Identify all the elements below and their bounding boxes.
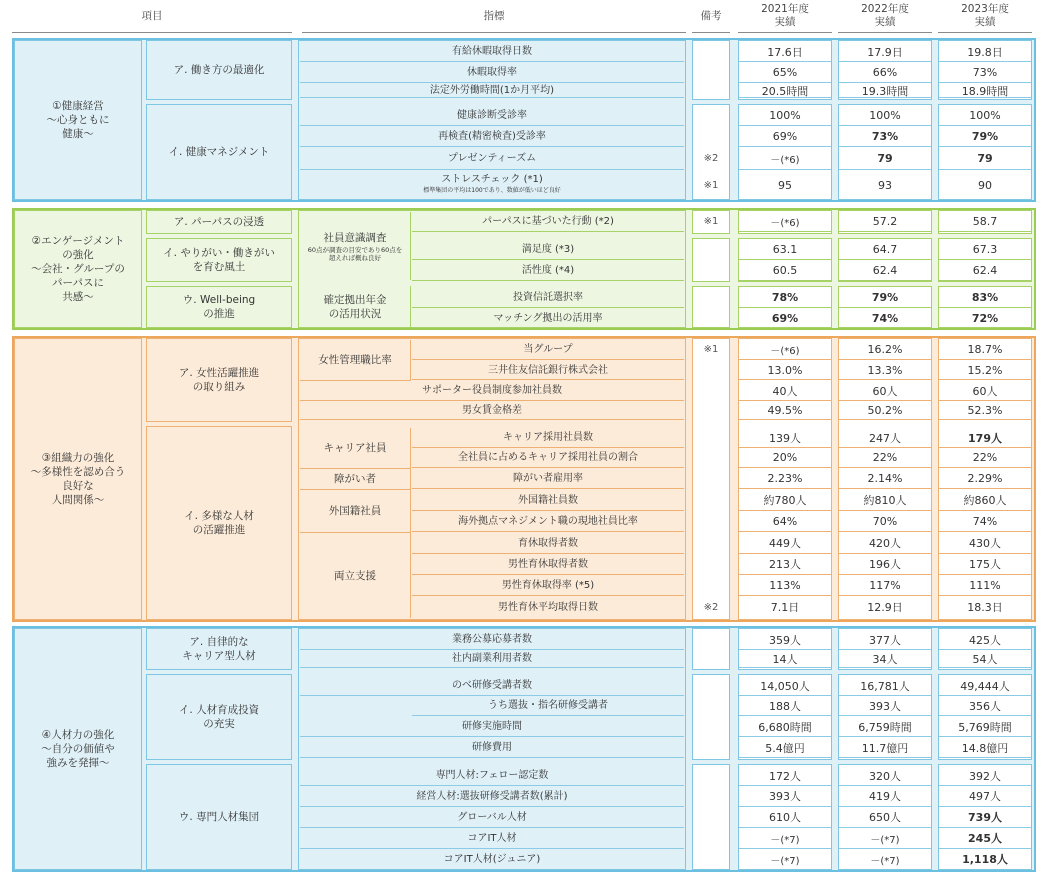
value-cell-2021: 188人: [739, 696, 831, 716]
indicator-text: のべ研修受講者数: [452, 680, 532, 691]
value-cell-2022: 79%: [839, 288, 931, 308]
indicator-text: 法定外労働時間(1か月平均): [429, 85, 555, 96]
indicator-text: コアIT人材: [467, 832, 517, 844]
indicator-label: [300, 106, 684, 126]
sub-specialists: ウ. 専門人材集団: [146, 764, 292, 870]
value-cell-2022: 100%: [839, 106, 931, 126]
note-cell: ※2: [703, 601, 719, 613]
indicator-label: [300, 402, 684, 420]
value-cell-2023: 15.2%: [939, 361, 1031, 380]
group-disabled: 障がい者: [300, 469, 411, 490]
value-cell-2022: 393人: [839, 696, 931, 716]
value-cell-2021: 100%: [739, 106, 831, 126]
indicator-label: [412, 428, 684, 448]
group-women-managers: 女性管理職比率: [300, 340, 411, 381]
value-cell-2021: 7.1日: [770, 601, 800, 614]
indicator-label: [300, 766, 684, 786]
value-cell-2023: 19.8日: [939, 42, 1031, 62]
sub-rewarding: イ. やりがい・働きがい を育む風土: [146, 238, 292, 282]
group-survey: 社員意識調査 60点が調査の目安であり60点を超えれば概ね良好: [300, 212, 411, 280]
indicator-label: [300, 807, 684, 828]
indicator-text: 経営人材:選抜研修受講者数(累計): [416, 790, 568, 802]
note-cell: ※1: [703, 216, 719, 227]
value-cell-2021: 359人: [739, 630, 831, 650]
indicator-subtext: 標準集団の平均は100であり、数値が低いほど良好: [423, 187, 561, 194]
indicator-text: パーパスに基づいた行動 (*2): [482, 216, 614, 227]
indicator-label: [300, 786, 684, 807]
indicator-label: [412, 361, 684, 380]
value-cell-2023: 430人: [939, 533, 1031, 554]
indicator-text: 健康診断受診率: [457, 110, 527, 121]
indicator-label: [412, 490, 684, 511]
indicator-label: [412, 696, 684, 716]
value-cell-2022: 66%: [839, 63, 931, 83]
section-health-title: ①健康経営 ～心身ともに 健康～: [14, 40, 142, 200]
value-cell-2021: 5.4億円: [739, 738, 831, 758]
value-cell-2021: 393人: [739, 786, 831, 807]
indicator-text: 外国籍社員数: [518, 494, 578, 506]
note-cell: [693, 261, 729, 281]
value-cell-2022: 419人: [839, 786, 931, 807]
value-cell-2023: 739人: [939, 807, 1031, 828]
indicator-text: 業務公募応募者数: [452, 634, 532, 645]
note-cell: [693, 448, 729, 468]
value-cell-2021: －(*6): [739, 340, 831, 360]
indicator-label: [300, 650, 684, 668]
note-cell: [693, 42, 729, 62]
indicator-label: [300, 127, 684, 147]
value-cell-2023: 111%: [939, 575, 1031, 596]
value-cell-2021: 20.5時間: [739, 84, 831, 98]
indicator-text: うち選抜・指名研修受講者: [488, 700, 608, 711]
value-cell-2021: －(*6): [739, 148, 831, 170]
value-cell-2021: 49.5%: [739, 402, 831, 420]
value-cell-2023: 18.9時間: [939, 84, 1031, 98]
indicator-text: 研修実施時間: [462, 721, 522, 732]
value-cell-2021: －(*6): [739, 212, 831, 232]
value-cell-2022: 約810人: [839, 490, 931, 511]
value-cell-2021: 17.6日: [739, 42, 831, 62]
indicator-text: サポーター役員制度参加社員数: [422, 385, 562, 396]
value-cell-2023: 83%: [939, 288, 1031, 308]
note-cell: [693, 717, 729, 737]
value-cell-2022: 70%: [839, 511, 931, 532]
note-cell: [693, 361, 729, 380]
value-cell-2022: 64.7: [839, 240, 931, 260]
indicator-text: 海外拠点マネジメント職の現地社員比率: [458, 515, 638, 527]
value-cell-2023: 72%: [971, 312, 999, 325]
value-cell-2023: 392人: [939, 766, 1031, 786]
value-cell-2022: 6,759時間: [839, 717, 931, 737]
indicator-label: [300, 849, 684, 869]
indicator-label: [412, 575, 684, 596]
indicator-label: [300, 630, 684, 650]
note-cell: [693, 738, 729, 758]
note-cell: [693, 469, 729, 489]
indicator-label: [412, 448, 684, 468]
value-cell-2023: 49,444人: [939, 676, 1031, 696]
section-engagement-title: ②エンゲージメント の強化 ～会社・グループの パーパスに 共感～: [14, 210, 142, 328]
value-cell-2021: 95: [778, 178, 792, 192]
value-cell-2022: 320人: [839, 766, 931, 786]
indicator-text: 男性育休平均取得日数: [498, 601, 598, 613]
indicator-text: 研修費用: [472, 742, 512, 753]
value-cell-2022: 73%: [839, 127, 931, 147]
section-organization-title: ③組織力の強化 ～多様性を認め合う 良好な 人間関係～: [14, 338, 142, 620]
note-cell: [693, 533, 729, 554]
value-cell-2021: －(*7): [770, 855, 800, 867]
value-cell-2023: 1,118人: [962, 853, 1008, 866]
indicator-text: グローバル人材: [457, 811, 527, 823]
header-2021: 2021年度 実績: [738, 0, 832, 33]
header-2023: 2023年度 実績: [938, 0, 1032, 33]
value-cell-2023: 5,769時間: [939, 717, 1031, 737]
value-cell-2021: 172人: [739, 766, 831, 786]
value-cell-2022: 117%: [839, 575, 931, 596]
indicator-label: [412, 288, 684, 308]
indicator-text: 休暇取得率: [467, 67, 517, 78]
value-cell-2023: 52.3%: [939, 402, 1031, 420]
value-cell-2021: 610人: [739, 807, 831, 828]
indicator-label: [300, 84, 684, 98]
indicator-text: キャリア採用社員数: [503, 432, 593, 443]
group-pension: 確定拠出年金 の活用状況: [300, 286, 411, 328]
sub-purpose: ア. パーパスの浸透: [146, 210, 292, 234]
note-cell: [693, 786, 729, 807]
sub-women: ア. 女性活躍推進 の取り組み: [146, 338, 292, 422]
value-cell-2022: 93: [878, 178, 892, 192]
value-cell-2022: 12.9日: [867, 601, 903, 614]
note-cell: [693, 676, 729, 696]
indicator-label: [412, 511, 684, 532]
header-indicator: 指標: [302, 0, 686, 33]
indicator-text: 満足度 (*3): [521, 244, 575, 255]
value-cell-2023: 179人: [939, 428, 1031, 448]
value-cell-2022: 22%: [839, 448, 931, 468]
indicator-label: [412, 596, 684, 618]
indicator-text: コアIT人材(ジュニア): [443, 853, 541, 865]
sub-wellbeing: ウ. Well-being の推進: [146, 286, 292, 328]
header-note: 備考: [692, 0, 730, 33]
indicator-label: [412, 469, 684, 489]
indicator-text: 投資信託選択率: [513, 292, 583, 303]
value-cell-2021: 14人: [739, 650, 831, 668]
note-cell: [693, 288, 729, 308]
value-cell-2021: 2.23%: [739, 469, 831, 489]
value-cell-2022: 16.2%: [839, 340, 931, 360]
header-2022: 2022年度 実績: [838, 0, 932, 33]
indicator-label: [300, 738, 684, 758]
indicator-text: 社内副業利用者数: [452, 653, 532, 664]
value-cell-2023: 175人: [939, 554, 1031, 575]
indicator-text: 男女賃金格差: [462, 405, 522, 416]
indicator-text: プレゼンティーズム: [447, 153, 537, 164]
sub-health-management: イ. 健康マネジメント: [146, 104, 292, 200]
group-balance: 両立支援: [300, 533, 411, 618]
value-cell-2021: 60.5: [739, 261, 831, 281]
group-career: キャリア社員: [300, 428, 411, 469]
value-cell-2021: 20%: [739, 448, 831, 468]
note-cell: [693, 309, 729, 328]
value-cell-2022: 13.3%: [839, 361, 931, 380]
value-cell-2021: 78%: [739, 288, 831, 308]
value-cell-2022: 196人: [839, 554, 931, 575]
value-cell-2021: 14,050人: [739, 676, 831, 696]
value-cell-2023: 497人: [939, 786, 1031, 807]
value-cell-2022: 650人: [839, 807, 931, 828]
value-cell-2023: 79%: [939, 127, 1031, 147]
note-cell: [693, 402, 729, 420]
value-cell-2022: 19.3時間: [839, 84, 931, 98]
indicator-text: 男性育休取得率 (*5): [501, 579, 595, 591]
note-cell: [693, 84, 729, 98]
value-cell-2023: 67.3: [939, 240, 1031, 260]
value-cell-2022: 79: [839, 148, 931, 170]
note-cell: [693, 428, 729, 448]
value-cell-2022: 57.2: [839, 212, 931, 232]
value-cell-2023: 245人: [939, 828, 1031, 849]
indicator-text: 専門人材:フェロー認定数: [435, 770, 549, 781]
value-cell-2023: 425人: [939, 630, 1031, 650]
value-cell-2023: 58.7: [939, 212, 1031, 232]
value-cell-2021: 13.0%: [739, 361, 831, 380]
value-cell-2023: 60人: [939, 381, 1031, 401]
indicator-label: [300, 676, 684, 696]
note-cell: [693, 490, 729, 511]
indicator-label: [300, 717, 684, 737]
value-cell-2021: －(*7): [739, 828, 831, 849]
header-item: 項目: [12, 0, 292, 33]
note-cell: ※1: [703, 179, 719, 191]
indicator-text: 障がい者雇用率: [513, 473, 583, 484]
note-cell: ※2: [703, 153, 719, 164]
note-cell: [693, 807, 729, 828]
value-cell-2022: 62.4: [839, 261, 931, 281]
indicator-text: 三井住友信託銀行株式会社: [488, 364, 608, 376]
value-cell-2023: 2.29%: [939, 469, 1031, 489]
value-cell-2022: 377人: [839, 630, 931, 650]
value-cell-2021: 6,680時間: [739, 717, 831, 737]
indicator-label: [300, 42, 684, 62]
value-cell-2023: 356人: [939, 696, 1031, 716]
value-cell-2022: 34人: [839, 650, 931, 668]
note-cell: [693, 766, 729, 786]
note-cell: [693, 381, 729, 401]
note-cell: [693, 630, 729, 650]
indicator-label: [300, 828, 684, 849]
value-cell-2022: －(*7): [870, 855, 900, 867]
note-cell: [693, 511, 729, 532]
indicator-label: [412, 261, 684, 281]
value-cell-2023: 22%: [939, 448, 1031, 468]
indicator-label: [300, 381, 684, 401]
value-cell-2023: 100%: [939, 106, 1031, 126]
note-cell: ※1: [703, 344, 719, 355]
sub-training-investment: イ. 人材育成投資 の充実: [146, 674, 292, 760]
indicator-text: 男性育休取得者数: [508, 558, 588, 570]
value-cell-2021: 63.1: [739, 240, 831, 260]
indicator-text: 有給休暇取得日数: [452, 46, 532, 57]
sub-diversity: イ. 多様な人材 の活躍推進: [146, 426, 292, 620]
note-cell: [693, 127, 729, 147]
indicator-label: [412, 554, 684, 575]
indicator-text: 再検査(精密検査)受診率: [438, 131, 546, 142]
value-cell-2023: 18.7%: [939, 340, 1031, 360]
sub-work-style: ア. 働き方の最適化: [146, 40, 292, 100]
value-cell-2021: 449人: [739, 533, 831, 554]
value-cell-2023: 18.3日: [967, 601, 1003, 614]
note-cell: [693, 575, 729, 596]
section-talent-title: ④人材力の強化 ～自分の価値や 強みを発揮～: [14, 628, 142, 870]
indicator-label: [412, 340, 684, 360]
value-cell-2021: 139人: [739, 428, 831, 448]
group-foreign: 外国籍社員: [300, 490, 411, 533]
sub-career-talent: ア. 自律的な キャリア型人材: [146, 628, 292, 670]
indicator-label: [300, 63, 684, 83]
indicator-text: 全社員に占めるキャリア採用社員の割合: [458, 452, 638, 463]
value-cell-2023: 54人: [939, 650, 1031, 668]
indicator-text: ストレスチェック (*1): [441, 174, 543, 185]
indicator-label: [300, 171, 684, 199]
note-cell: [693, 106, 729, 126]
value-cell-2021: 69%: [771, 312, 799, 325]
value-cell-2021: 64%: [739, 511, 831, 532]
indicator-text: 育休取得者数: [518, 537, 578, 549]
indicator-text: 活性度 (*4): [521, 265, 575, 276]
value-cell-2023: 79: [939, 148, 1031, 170]
indicator-text: 当グループ: [523, 344, 573, 355]
value-cell-2023: 74%: [939, 511, 1031, 532]
indicator-label: [412, 533, 684, 554]
value-cell-2022: 16,781人: [839, 676, 931, 696]
note-cell: [693, 828, 729, 849]
value-cell-2022: 74%: [871, 312, 899, 325]
indicator-label: [300, 148, 684, 170]
note-cell: [693, 240, 729, 260]
note-cell: [693, 63, 729, 83]
value-cell-2022: 50.2%: [839, 402, 931, 420]
indicator-text: マッチング拠出の活用率: [493, 313, 603, 324]
value-cell-2021: 69%: [739, 127, 831, 147]
value-cell-2021: 40人: [739, 381, 831, 401]
value-cell-2022: 2.14%: [839, 469, 931, 489]
value-cell-2022: 60人: [839, 381, 931, 401]
value-cell-2022: 11.7億円: [839, 738, 931, 758]
value-cell-2023: 90: [978, 178, 992, 192]
note-cell: [693, 554, 729, 575]
note-cell: [693, 650, 729, 668]
value-cell-2021: 約780人: [739, 490, 831, 511]
value-cell-2023: 73%: [939, 63, 1031, 83]
indicator-label: [412, 212, 684, 232]
value-cell-2022: 420人: [839, 533, 931, 554]
value-cell-2023: 約860人: [939, 490, 1031, 511]
indicator-label: [412, 309, 684, 328]
value-cell-2021: 65%: [739, 63, 831, 83]
value-cell-2021: 113%: [739, 575, 831, 596]
note-cell: [693, 696, 729, 716]
value-cell-2022: 247人: [839, 428, 931, 448]
value-cell-2023: 62.4: [939, 261, 1031, 281]
indicator-label: [412, 240, 684, 260]
value-cell-2022: －(*7): [839, 828, 931, 849]
value-cell-2022: 17.9日: [839, 42, 931, 62]
value-cell-2021: 213人: [739, 554, 831, 575]
value-cell-2023: 14.8億円: [939, 738, 1031, 758]
note-cell: [693, 849, 729, 869]
